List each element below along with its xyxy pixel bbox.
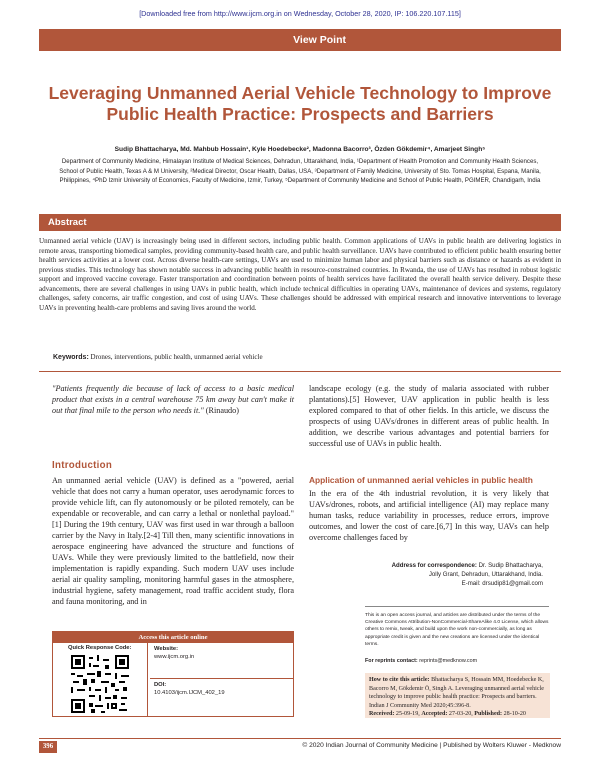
reprints-contact: [365, 658, 549, 664]
access-article-box: [52, 631, 294, 717]
license-text: This is an open access journal, and articles are distributed under the terms of the Creative Commons Attribution-NonCommercial-ShareAlike 4.0 License, which allows others to remix, tweak, and build upon the work non-commercially, as long as appropriate credit is given and the new creations are licensed under the identical terms.: [365, 606, 549, 648]
correspondence-label: Address for correspondence:: [391, 562, 477, 569]
correspondence-email[interactable]: E-mail: drsudip81@gmail.com: [461, 580, 543, 587]
published-label: Published:: [474, 711, 503, 718]
website-label: Website:: [154, 646, 179, 652]
cite-label: How to cite this article:: [369, 677, 430, 683]
author-list: Sudip Bhattacharya, Md. Mahbub Hossain¹, Kyle Hoedebecke², Madonna Bacorro³, Özden Gökdemir⁴, Amarjeet Singh⁵: [114, 146, 486, 153]
introduction-text: An unmanned aerial vehicle (UAV) is defined as a "powered, aerial vehicle that does not carry a human operator, uses aerodynamic forces to provide vehicle lift, can fly autonomously or be piloted remotely, can be expendable or recoverable, and can carry a lethal or nonlethal payload."[1] During the 19th century, UAV was first used in war through a balloon carrier by the Navy in Italy.[2-4] Till then, many scientific innovations in aerospace engineering have advanced the structure and functions of UAVs. While they were previously limited to the battlefield, now their implementation is rapidly expanding. Such modern UAV uses include aerial air quality sampling, monitoring harmful gases in the atmosphere, industrial hygiene, safety management, road traffic accident study, flora and fauna monitoring, and in: [52, 476, 294, 606]
affiliations: Department of Community Medicine, Himalayan Institute of Medical Sciences, Dehradun, Uttarakhand, India, ¹Department of Health Promotion and Community Health Sciences, School of Public Health, Texas A & M University, ²Medical Director, Oscar Health, Dallas, USA, ³Department of Family Medicine, University of Sto. Tomas Hospital, Espana, Manila, Philippines, ⁴PhD Izmir University of Economics, Faculty of Medicine, Izmir, Turkey, ⁵Department of Community Medicine and School of Public Health, PGIMER, Chandigarh, India: [59, 158, 541, 185]
footer-divider: [39, 738, 561, 739]
download-note: [Downloaded free from http://www.ijcm.org.in on Wednesday, October 28, 2020, IP: 106.220.107.115]: [139, 9, 461, 18]
introduction-heading: Introduction: [52, 460, 113, 471]
right-column-text-2: In the era of the 4th industrial revolution, it is very likely that UAVs/drones, robots, and artificial intelligence (AI) may replace many human tasks, reduce variability in processes, reduce errors, improve outcomes, and lower the cost of care.[6,7] In this way, UAVs can help overcome challenges faced by: [309, 489, 549, 542]
correspondence-address: Jolly Grant, Dehradun, Uttarakhand, India.: [428, 571, 543, 578]
website-row: [150, 643, 293, 679]
abstract-text: Unmanned aerial vehicle (UAV) is increasingly being used in different sectors, including public health. Common applications of UAVs in public health are delivering logistics in remote areas, transporting biomedical samples, providing community-based health care, and public health surveillance. UAVs have contributed to efficient public health ensuring better health services activities at a lower cost. Across diverse health-care settings, UAVs are used to minimize human labor and physical barriers such as distance or hazards as evident in previous studies. This technology has shown notable success in advancing public health in resource-constrained countries. In Rwanda, the use of UAVs has resulted in robust logistic support and improved vaccine coverage. Faster transportation and coordination between points of health services have facilitated the overall health service delivery. Despite these advancements, there are several challenges in using UAVs in public health, which include technical difficulties in operating UAVs, maintenance of devices and systems, regulatory challenges, safety concerns, air traffic congestion, and cost of using UAVs. These challenges should be addressed with empirical research and innovative interventions to leverage UAVs in preventing health-care problems and saving lives around the world.: [39, 237, 561, 312]
received-date: 25-09-19,: [394, 711, 422, 718]
article-title: Leveraging Unmanned Aerial Vehicle Technology to Improve Public Health Practice: Prospects and Barriers: [48, 83, 552, 124]
accepted-label: Accepted:: [421, 711, 448, 718]
correspondence-name: Dr. Sudip Bhattacharya,: [476, 562, 543, 569]
doi-row: [150, 679, 293, 700]
right-column-text-1: landscape ecology (e.g. the study of malaria associated with rubber plantations).[5] However, UAV application in public health is less explored compared to that of other fields. In this article, we discuss the prospects of using UAVs/drones in different areas of public health. In addition, we describe various advantages and potential barriers for successful use of UAVs in public health.: [309, 384, 549, 448]
qr-code-panel: [53, 643, 148, 716]
access-box-heading: Access this article online: [53, 632, 293, 643]
reprints-email[interactable]: reprints@medknow.com: [417, 658, 478, 664]
footer-text: © 2020 Indian Journal of Community Medicine | Published by Wolters Kluwer - Medknow: [302, 742, 561, 749]
correspondence-block: [330, 561, 543, 588]
abstract-heading-bar: [39, 214, 561, 231]
section-label: View Point: [293, 34, 346, 46]
abstract-heading: Abstract: [48, 217, 87, 228]
doi-label: DOI:: [154, 682, 167, 688]
quote-text: "Patients frequently die because of lack of access to a basic medical product that exists in a central warehouse 75 km away but can't make it out that final mile to the person who needs it.": [52, 384, 294, 415]
section-label-bar: [39, 29, 561, 51]
access-details: [150, 643, 293, 716]
doi-link[interactable]: 10.4103/ijcm.IJCM_402_19: [154, 690, 225, 696]
cite-text: Bhattacharya S, Hossain MM, Hoedebecke K, Bacorro M, Gökdemir Ö, Singh A. Leveraging unmanned aerial vehicle technology to improve public health practice: Prospects and barriers. Indian J Community Med 2020;45:396-8.: [369, 677, 544, 709]
page-number: 396: [39, 741, 57, 753]
epigraph-quote: [52, 383, 294, 416]
qr-code-label: Quick Response Code:: [68, 645, 132, 651]
accepted-date: 27-03-20,: [447, 711, 475, 718]
keywords: [53, 353, 553, 361]
published-date: 28-10-20: [502, 711, 526, 718]
keywords-list: Drones, interventions, public health, unmanned aerial vehicle: [90, 353, 263, 361]
citation-box: [365, 673, 550, 718]
application-heading: Application of unmanned aerial vehicles in public health: [309, 475, 533, 485]
received-label: Received:: [369, 711, 395, 718]
qr-code-icon[interactable]: [71, 655, 129, 713]
section-divider: [39, 371, 561, 372]
website-link[interactable]: www.ijcm.org.in: [154, 654, 195, 660]
reprints-label: For reprints contact:: [365, 658, 418, 664]
keywords-label: Keywords:: [53, 354, 89, 361]
quote-attribution: (Rinaudo): [203, 406, 239, 415]
